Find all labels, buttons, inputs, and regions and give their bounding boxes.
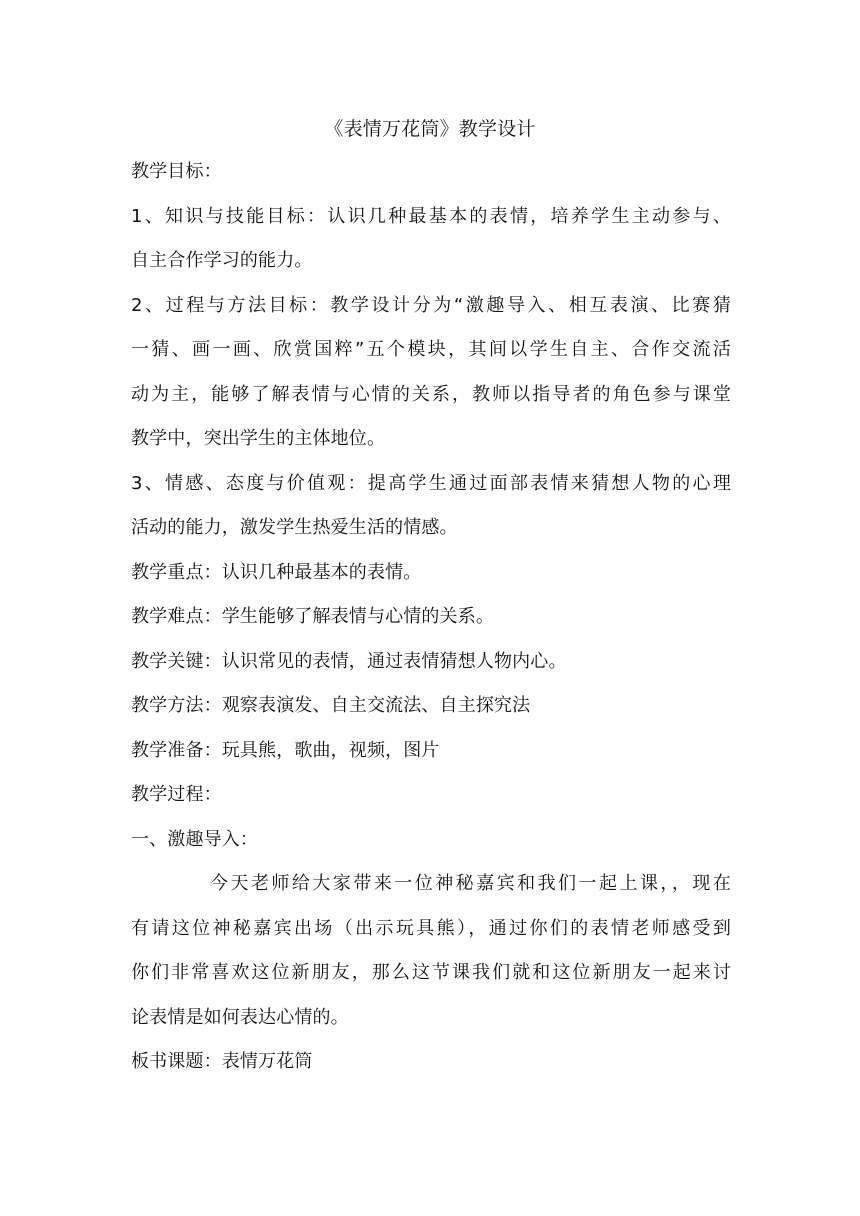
paragraph-line: 2、过程与方法目标：教学设计分为“激趣导入、相互表演、比赛猜 xyxy=(131,294,731,316)
paragraph-line: 教学中，突出学生的主体地位。 xyxy=(131,428,386,449)
paragraph-line: 活动的能力，激发学生热爱生活的情感。 xyxy=(131,517,458,538)
document-title: 《表情万花筒》教学设计 xyxy=(324,118,536,140)
paragraph-line: 今天老师给大家带来一位神秘嘉宾和我们一起上课，，现在 xyxy=(210,873,731,894)
paragraph-line: 一猜、画一画、欣赏国粹”五个模块，其间以学生自主、合作交流活 xyxy=(131,339,731,360)
section-heading-process: 教学过程： xyxy=(131,784,222,805)
subsection-heading-intro: 一、激趣导入： xyxy=(131,828,259,850)
paragraph-line: 动为主，能够了解表情与心情的关系，教师以指导者的角色参与课堂 xyxy=(131,383,731,405)
paragraph-line: 1、知识与技能目标：认识几种最基本的表情，培养学生主动参与、 xyxy=(131,205,731,227)
paragraph-line: 3、情感、态度与价值观：提高学生通过面部表情来猜想人物的心理 xyxy=(131,472,731,494)
teaching-preparation: 教学准备：玩具熊，歌曲，视频，图片 xyxy=(131,739,440,761)
teaching-difficulty: 教学难点：学生能够了解表情与心情的关系。 xyxy=(131,606,494,627)
paragraph-line: 自主合作学习的能力。 xyxy=(131,250,313,271)
paragraph-line: 论表情是如何表达心情的。 xyxy=(131,1006,349,1028)
teaching-key: 教学关键：认识常见的表情，通过表情猜想人物内心。 xyxy=(131,650,567,672)
paragraph-line: 有请这位神秘嘉宾出场（出示玩具熊），通过你们的表情老师感受到 xyxy=(131,917,731,939)
teaching-focus: 教学重点：认识几种最基本的表情。 xyxy=(131,561,422,583)
teaching-methods: 教学方法：观察表演发、自主交流法、自主探究法 xyxy=(131,695,531,716)
document-body xyxy=(131,157,731,1092)
section-heading-objectives: 教学目标： xyxy=(131,161,222,182)
paragraph-line: 你们非常喜欢这位新朋友，那么这节课我们就和这位新朋友一起来讨 xyxy=(131,962,731,983)
blackboard-topic: 板书课题：表情万花筒 xyxy=(131,1051,313,1072)
